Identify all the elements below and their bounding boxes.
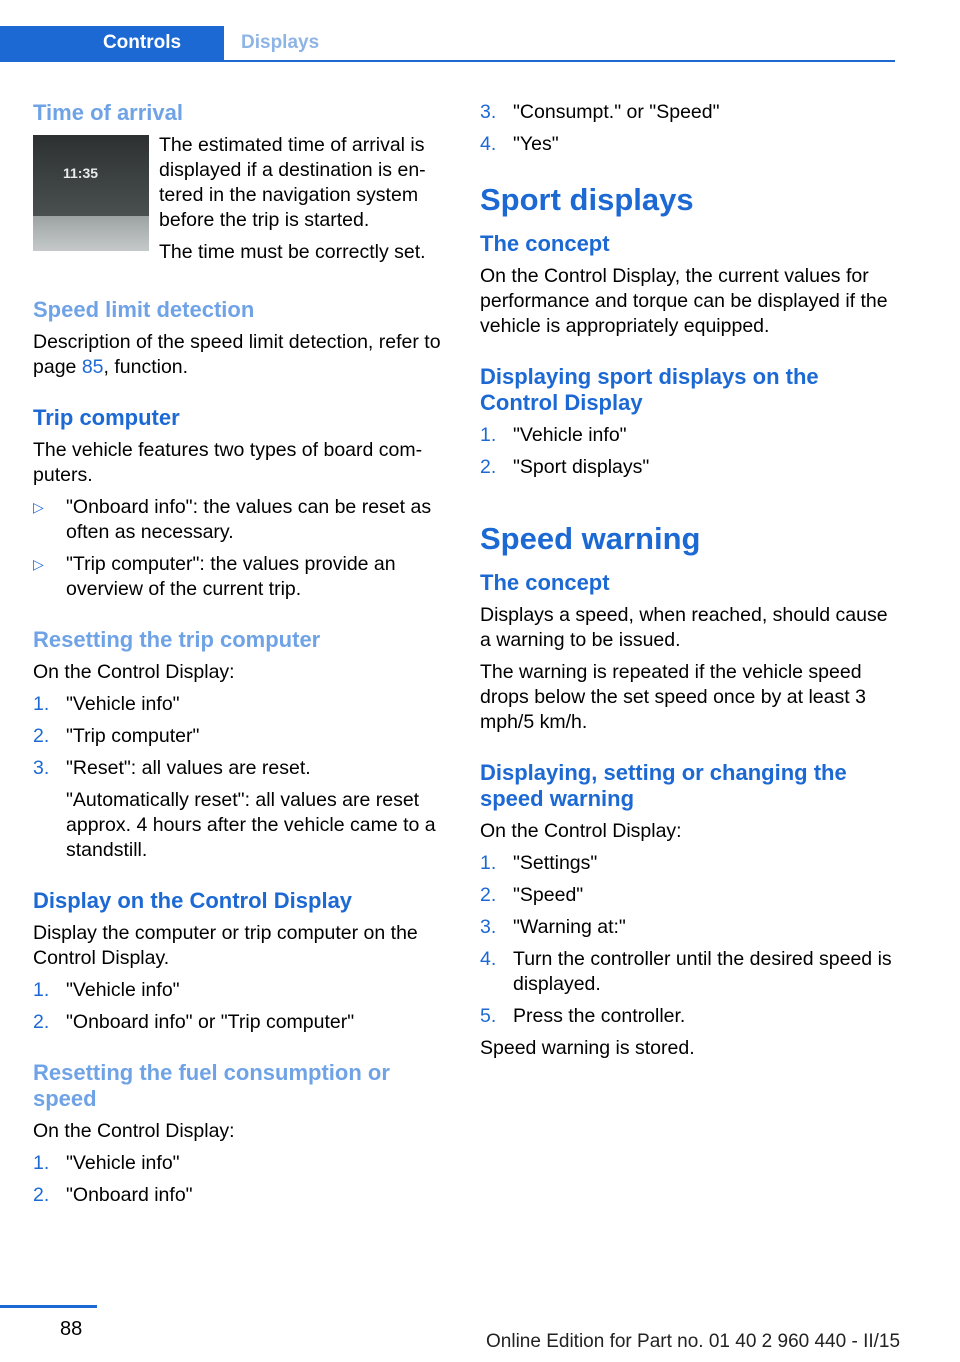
sport-displays-title: Sport displays xyxy=(480,182,694,217)
list-item xyxy=(33,1151,443,1176)
page-link[interactable]: 85 xyxy=(81,356,104,378)
step-number: 2. xyxy=(480,456,497,478)
displaying-sport-heading: Displaying sport displays on the Control Display xyxy=(480,364,819,415)
speed-limit-text xyxy=(33,330,443,380)
trip-computer-heading: Trip computer xyxy=(33,405,180,430)
sport-concept-heading: The concept xyxy=(480,231,610,256)
auto-reset-note: "Automatically reset": all values are reset approx. 4 hours after the vehicle came to a standstill. xyxy=(66,789,436,861)
step-number: 2. xyxy=(33,1184,50,1206)
continued-steps xyxy=(480,100,895,157)
step-number: 1. xyxy=(480,852,497,874)
warning-concept-heading: The concept xyxy=(480,570,610,595)
list-item xyxy=(480,100,895,125)
step-number: 3. xyxy=(33,757,50,779)
display-control-steps xyxy=(33,978,443,1035)
step-number: 1. xyxy=(33,979,50,1001)
display-control-heading: Display on the Control Display xyxy=(33,888,353,913)
triangle-bullet-icon: ▷ xyxy=(33,556,44,572)
arrival-time-value: 11:35 xyxy=(63,165,99,181)
step-text: "Reset": all values are reset. xyxy=(66,757,311,779)
speed-limit-text-part: Description of the speed limit detection, refer to page xyxy=(33,331,441,378)
sport-steps xyxy=(480,423,895,480)
trip-computer-bullets xyxy=(33,495,443,602)
step-text: "Vehicle info" xyxy=(66,979,180,1001)
setting-warning-intro: On the Control Display: xyxy=(480,820,682,842)
step-number: 1. xyxy=(33,1152,50,1174)
time-of-arrival-note: The time must be correctly set. xyxy=(159,241,426,263)
arrival-time-image xyxy=(33,135,149,251)
setting-warning-heading: Displaying, setting or changing the speed warning xyxy=(480,760,847,811)
list-item xyxy=(480,1004,895,1029)
warning-steps xyxy=(480,851,895,1029)
page-number: 88 xyxy=(60,1318,83,1340)
step-text: "Speed" xyxy=(513,884,584,906)
resetting-trip-steps xyxy=(33,692,443,863)
resetting-fuel-intro: On the Control Display: xyxy=(33,1120,235,1142)
triangle-bullet-icon: ▷ xyxy=(33,499,44,515)
left-column xyxy=(33,100,443,1208)
time-of-arrival-text: The estimated time of arrival is displayed if a destination is en‐tered in the navigation system before the trip is started. xyxy=(159,134,426,231)
step-text: "Vehicle info" xyxy=(66,693,180,715)
list-item xyxy=(33,552,443,602)
step-number: 5. xyxy=(480,1005,497,1027)
list-item xyxy=(480,132,895,157)
step-text: "Vehicle info" xyxy=(513,424,627,446)
step-text: Turn the controller until the desired speed is displayed. xyxy=(513,948,892,995)
resetting-trip-intro: On the Control Display: xyxy=(33,661,235,683)
list-item xyxy=(480,851,895,876)
time-of-arrival-heading: Time of arrival xyxy=(33,100,183,125)
step-number: 4. xyxy=(480,133,497,155)
list-item xyxy=(33,495,443,545)
list-item xyxy=(33,724,443,749)
step-text: "Sport displays" xyxy=(513,456,650,478)
list-item xyxy=(480,947,895,997)
warning-concept-text: Displays a speed, when reached, should cause a warning to be issued. xyxy=(480,604,888,651)
step-number: 1. xyxy=(33,693,50,715)
list-item xyxy=(480,883,895,908)
list-item xyxy=(33,1183,443,1208)
edition-text: Online Edition for Part no. 01 40 2 960 440 - II/15 xyxy=(486,1331,901,1352)
display-control-text: Display the computer or trip computer on the Control Display. xyxy=(33,922,418,969)
sport-concept-text: On the Control Display, the current values for performance and torque can be displayed if the vehicle is appropriately equipped. xyxy=(480,265,888,337)
list-item xyxy=(33,1010,443,1035)
step-number: 1. xyxy=(480,424,497,446)
bullet-text: "Onboard info": the values can be reset as often as necessary. xyxy=(66,496,432,543)
resetting-trip-heading: Resetting the trip computer xyxy=(33,627,321,652)
step-number: 3. xyxy=(480,916,497,938)
step-text: "Onboard info" or "Trip computer" xyxy=(66,1011,355,1033)
resetting-fuel-heading: Resetting the fuel consumption or speed xyxy=(33,1060,390,1111)
step-number: 4. xyxy=(480,948,497,970)
warning-stored-text: Speed warning is stored. xyxy=(480,1037,695,1059)
trip-computer-text: The vehicle features two types of board com‐puters. xyxy=(33,439,423,486)
bullet-text: "Trip computer": the values provide an overview of the current trip. xyxy=(66,553,396,600)
list-item xyxy=(480,915,895,940)
step-text: "Trip computer" xyxy=(66,725,200,747)
list-item xyxy=(33,756,443,863)
step-text: "Onboard info" xyxy=(66,1184,193,1206)
step-text: "Yes" xyxy=(513,133,559,155)
header-bar xyxy=(0,26,895,62)
list-item xyxy=(33,978,443,1003)
resetting-fuel-steps xyxy=(33,1151,443,1208)
list-item xyxy=(33,692,443,717)
list-item xyxy=(480,455,895,480)
step-text: Press the controller. xyxy=(513,1005,686,1027)
step-text: "Vehicle info" xyxy=(66,1152,180,1174)
speed-warning-title: Speed warning xyxy=(480,521,701,556)
footer-divider xyxy=(0,1305,97,1308)
step-text: "Warning at:" xyxy=(513,916,626,938)
step-text: "Consumpt." or "Speed" xyxy=(513,101,720,123)
right-column xyxy=(480,100,895,1061)
warning-repeat-text: The warning is repeated if the vehicle speed drops below the set speed once by at least 3 mph/5 km/h. xyxy=(480,661,866,733)
time-of-arrival-section xyxy=(33,100,443,265)
step-number: 2. xyxy=(480,884,497,906)
step-number: 3. xyxy=(480,101,497,123)
speed-limit-heading: Speed limit detection xyxy=(33,297,255,322)
tab-controls[interactable]: Controls xyxy=(0,26,224,60)
step-text: "Settings" xyxy=(513,852,598,874)
list-item xyxy=(480,423,895,448)
speed-limit-text-end: , function. xyxy=(103,356,189,378)
step-number: 2. xyxy=(33,1011,50,1033)
tab-displays[interactable]: Displays xyxy=(241,32,320,53)
step-number: 2. xyxy=(33,725,50,747)
